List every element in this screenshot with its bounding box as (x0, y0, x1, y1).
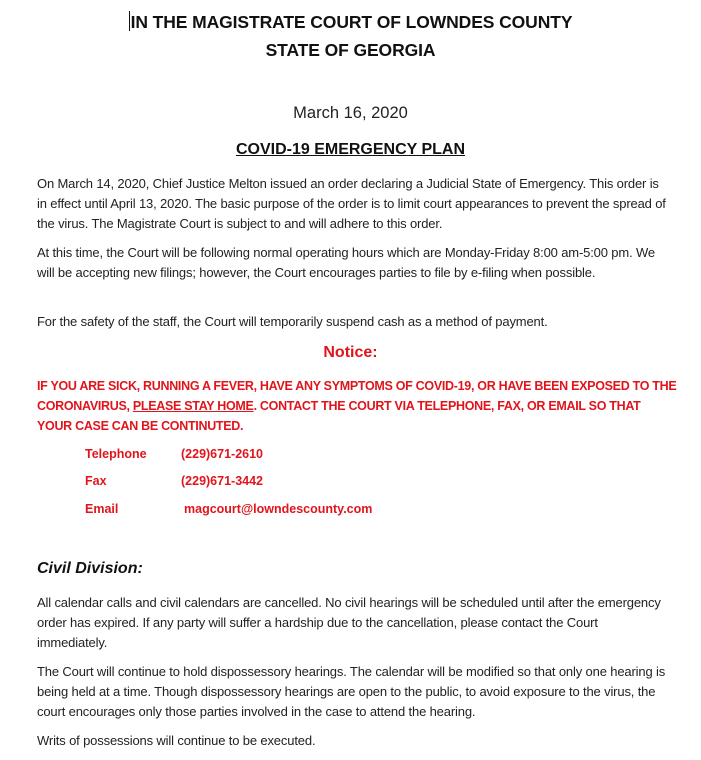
civil-division-heading: Civil Division: (37, 560, 143, 577)
notice-heading: Notice: (323, 344, 378, 361)
email-address[interactable]: magcourt@lowndescounty.com (184, 502, 373, 516)
document-title: COVID-19 EMERGENCY PLAN (235, 141, 466, 158)
paragraph-dispossessory: The Court will continue to hold dispossessory hearings. The calendar will be modified so that only one hearing is being held at a time. Though dispossessory hearings are open to the public, to avoid exposure to the virus, the court encourages only those parties involved in the case to attend the hearing. (37, 664, 666, 719)
contact-label: Email (85, 502, 119, 516)
contact-label: Fax (85, 474, 107, 488)
paragraph-calendar-cancelled: All calendar calls and civil calendars are cancelled. No civil hearings will be scheduled until after the emergency order has expired. If any party will suffer a hardship due to the cancellation, please contact the Court immediately. (37, 595, 661, 650)
paragraph-cash-payment: For the safety of the staff, the Court will temporarily suspend cash as a method of payment. (37, 314, 548, 329)
notice-text-part: IF YOU ARE SICK, RUNNING A FEVER, HAVE ANY SYMPTOMS OF COVID-19, OR HAVE BEEN EXPOSED TO THE CORONAVIRUS, (37, 379, 677, 413)
text-cursor (129, 11, 130, 31)
court-header-line1 (0, 11, 701, 33)
notice-text (37, 376, 677, 436)
stay-home-emphasis: PLEASE STAY HOME (132, 399, 254, 413)
paragraph-emergency-order: On March 14, 2020, Chief Justice Melton issued an order declaring a Judicial State of Emergency. This order is in effect until April 13, 2020. The basic purpose of the order is to limit court appearances to prevent the spread of the virus. The Magistrate Court is subject to and will adhere to this order. (37, 176, 666, 231)
contact-label: Telephone (85, 447, 147, 461)
court-header-line2: STATE OF GEORGIA (265, 40, 436, 60)
fax-number: (229)671-3442 (181, 474, 264, 488)
document-date: March 16, 2020 (293, 104, 408, 122)
paragraph-operating-hours: At this time, the Court will be following normal operating hours which are Monday-Friday 8:00 am-5:00 pm. We will be accepting new filings; however, the Court encourages parties to file by e-filing when possible. (37, 245, 655, 280)
court-name: IN THE MAGISTRATE COURT OF LOWNDES COUNTY (130, 12, 573, 32)
telephone-number: (229)671-2610 (181, 447, 264, 461)
paragraph-writs: Writs of possessions will continue to be executed. (37, 733, 316, 748)
notice-text-part: . CONTACT THE COURT VIA TELEPHONE, FAX, OR EMAIL SO THAT YOUR CASE CAN BE CONTINUTED. (37, 399, 641, 433)
